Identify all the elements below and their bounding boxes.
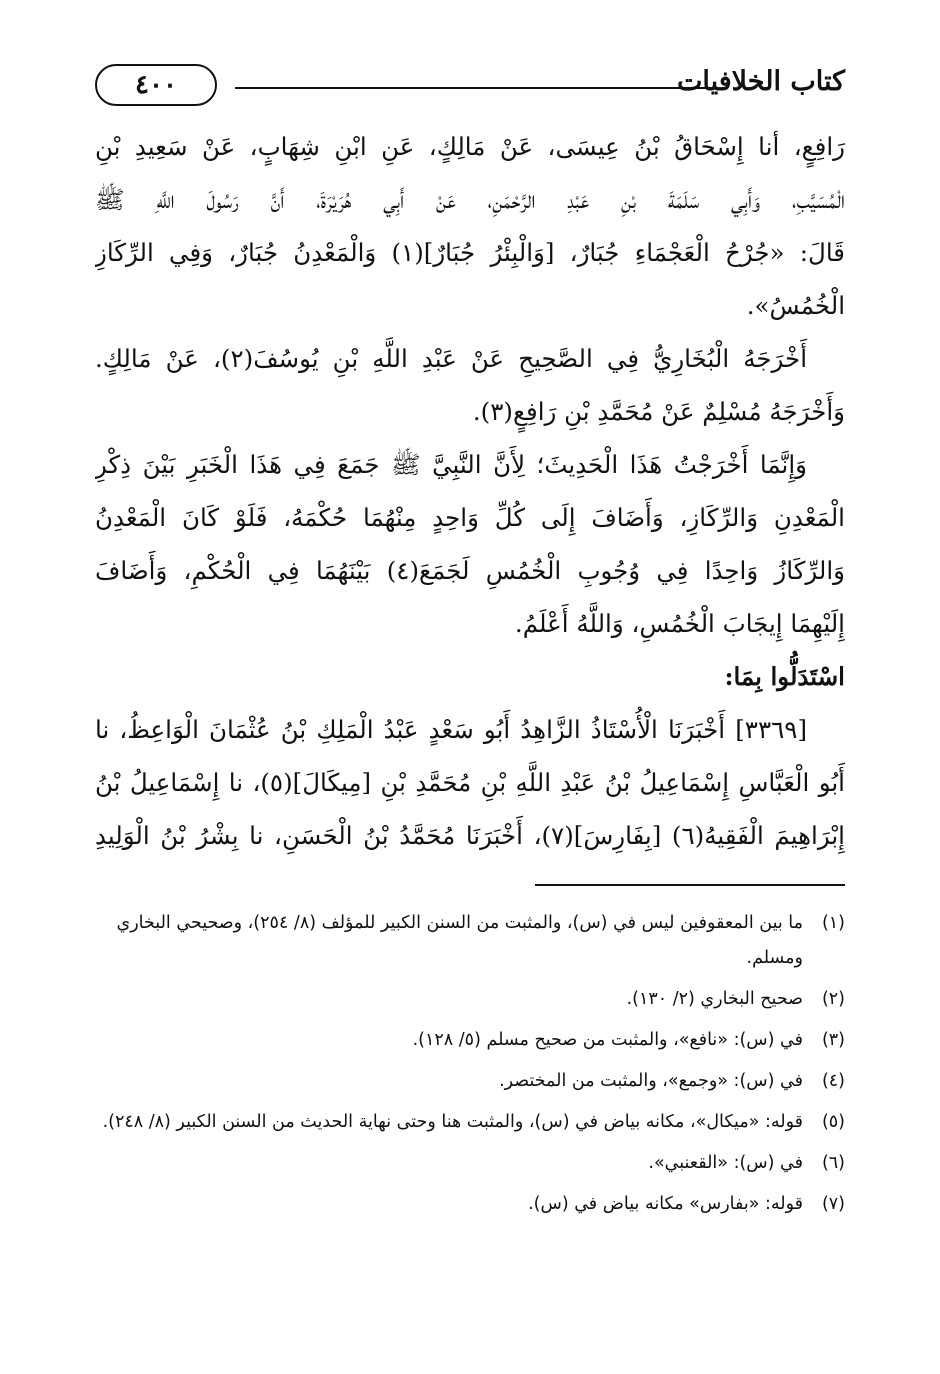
- footnote-text: ما بين المعقوفين ليس في (س)، والمثبت من السنن الكبير للمؤلف (٨/ ٢٥٤)، وصحيحي البخاري ومسلم.: [116, 913, 803, 968]
- page-header: [95, 64, 845, 108]
- footnote-number: (٤): [821, 1071, 845, 1091]
- page-number: ٤٠٠: [95, 64, 217, 106]
- footnote: [95, 982, 845, 1017]
- footnotes: [95, 906, 845, 1222]
- footnote-text: في (س): «نافع»، والمثبت من صحيح مسلم (٥/ ١٢٨).: [412, 1030, 803, 1050]
- footnote-text: صحيح البخاري (٢/ ١٣٠).: [626, 989, 803, 1009]
- text-line: وَالرِّكَازُ وَاحِدًا فِي وُجُوبِ الْخُمُسِ لَجَمَعَ(٤) بَيْنَهُمَا فِي الْحُكْمِ، وَأَضَافَ: [95, 556, 845, 585]
- footnote-number: (٧): [821, 1194, 845, 1214]
- footnote: [95, 1187, 845, 1222]
- footnote: [95, 1105, 845, 1140]
- footnote: [95, 1146, 845, 1181]
- footnote-text: قوله: «ميكال»، مكانه بياض في (س)، والمثبت هنا وحتى نهاية الحديث من السنن الكبير (٨/ ٢٤٨).: [102, 1112, 803, 1132]
- footnote: [95, 1023, 845, 1058]
- text-line: الْمَعْدِنِ وَالرِّكَازِ، وَأَضَافَ إِلَى كُلِّ وَاحِدٍ مِنْهُمَا حُكْمَهُ، فَلَوْ كَانَ الْمَعْدِنُ: [95, 503, 845, 532]
- footnote-text: قوله: «بفارس» مكانه بياض في (س).: [528, 1194, 803, 1214]
- text-line: أَبُو الْعَبَّاسِ إِسْمَاعِيلُ بْنُ عَبْدِ اللَّهِ بْنِ مُحَمَّدِ بْنِ [مِيكَالَ](٥)، نا إِسْمَاعِيلُ بْنُ: [95, 768, 845, 797]
- footnote-number: (١): [821, 913, 845, 933]
- footnote-number: (٢): [821, 989, 845, 1009]
- text-line: وَأَخْرَجَهُ مُسْلِمٌ عَنْ مُحَمَّدِ بْنِ رَافِعٍ(٣).: [472, 397, 845, 426]
- section-heading: اسْتَدَلُّوا بِمَا:: [724, 662, 845, 691]
- text-line: أَخْرَجَهُ الْبُخَارِيُّ فِي الصَّحِيحِ عَنْ عَبْدِ اللَّهِ بْنِ يُوسُفَ(٢)، عَنْ مَالِكٍ.: [95, 344, 807, 373]
- text-line: إِلَيْهِمَا إِيجَابَ الْخُمُسِ، وَاللَّهُ أَعْلَمُ.: [514, 609, 845, 638]
- footnote-separator: [535, 884, 845, 886]
- main-text: [95, 120, 845, 862]
- footnote: [95, 1064, 845, 1099]
- text-line: رَافِعٍ، أنا إِسْحَاقُ بْنُ عِيسَى، عَنْ مَالِكٍ، عَنِ ابْنِ شِهَابٍ، عَنْ سَعِيدِ بْنِ: [95, 132, 845, 161]
- text-line: قَالَ: «جُرْحُ الْعَجْمَاءِ جُبَارٌ، [وَالْبِئْرُ جُبَارٌ](١) وَالْمَعْدِنُ جُبَارٌ، وَفِي الرِّكَازِ: [95, 238, 845, 267]
- text-line: وَإِنَّمَا أَخْرَجْتُ هَذَا الْحَدِيثَ؛ لِأَنَّ النَّبِيَّ ﷺ جَمَعَ فِي هَذَا الْخَبَرِ بَيْنَ ذِكْرِ: [95, 450, 807, 479]
- book-title: كتاب الخلافيات: [676, 66, 845, 97]
- footnote-number: (٦): [821, 1153, 845, 1173]
- footnote-text: في (س): «القعنبي».: [648, 1153, 803, 1173]
- footnote-number: (٥): [821, 1112, 845, 1132]
- header-rule: [235, 87, 710, 89]
- text-line: الْمُسَيَّبِ، وَأَبِي سَلَمَةَ بْنِ عَبْدِ الرَّحْمَنِ، عَنْ أَبِي هُرَيْرَةَ، أَنَّ رَسُولَ اللَّهِ ﷺ: [95, 185, 845, 214]
- footnote-number: (٣): [821, 1030, 845, 1050]
- text-line: الْخُمُسُ».: [746, 291, 845, 320]
- footnote: [95, 906, 845, 976]
- text-line: إِبْرَاهِيمَ الْفَقِيهُ(٦) [بِفَارِسَ](٧)، أَخْبَرَنَا مُحَمَّدُ بْنُ الْحَسَنِ، نا بِشْرُ بْنُ الْوَلِيدِ: [95, 821, 845, 850]
- footnote-text: في (س): «وجمع»، والمثبت من المختصر.: [499, 1071, 803, 1091]
- text-line: [٣٣٦٩] أَخْبَرَنَا الْأُسْتَاذُ الزَّاهِدُ أَبُو سَعْدٍ عَبْدُ الْمَلِكِ بْنُ عُثْمَانَ الْوَاعِظُ، نا: [95, 715, 807, 744]
